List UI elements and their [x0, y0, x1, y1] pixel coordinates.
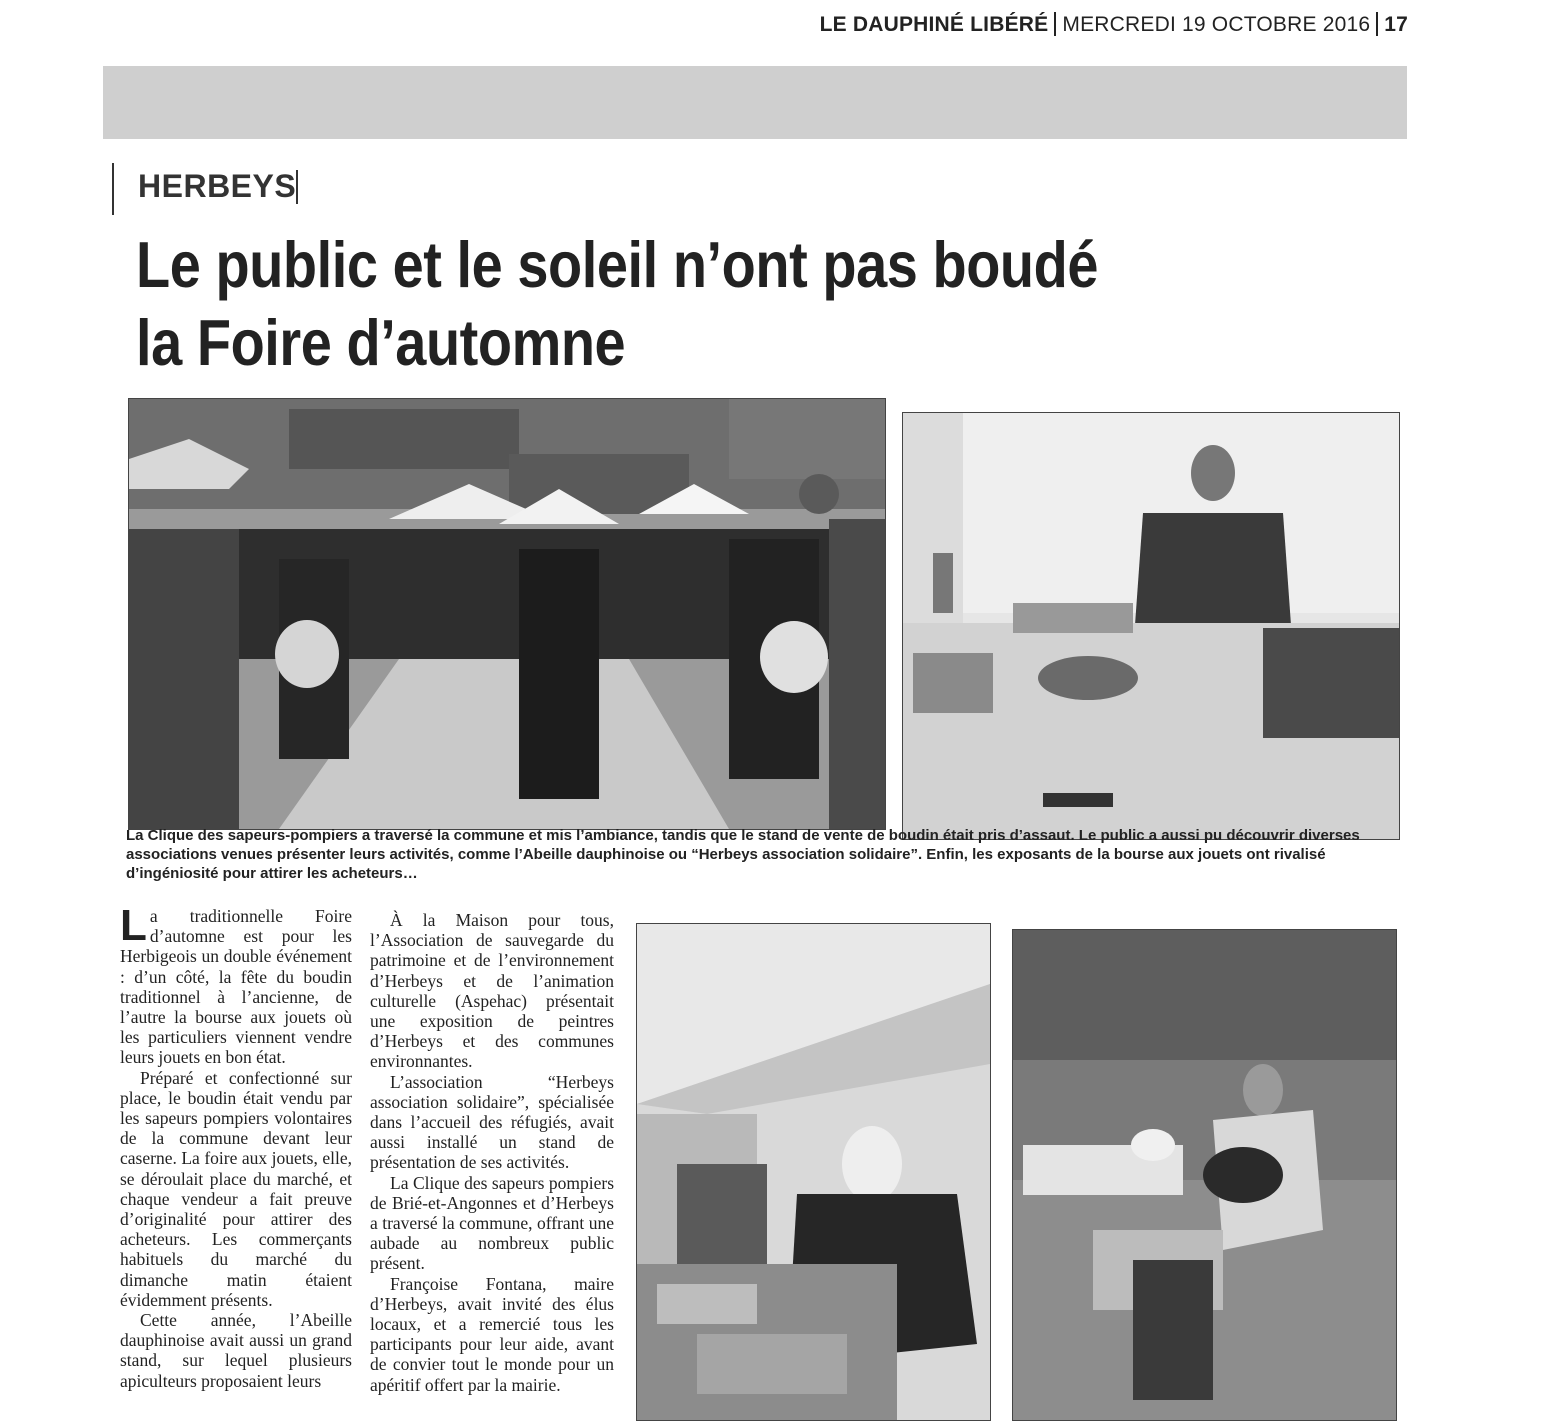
- paragraph: Cette année, l’Abeille dauphinoise avait aussi un grand stand, sur lequel plusieurs apiculteurs proposaient leurs: [120, 1310, 352, 1391]
- paragraph: À la Maison pour tous, l’Association de sauvegarde du patrimoine et de l’environnement d’Herbeys et de l’animation culturelle (Aspehac) présentait une exposition de peintres d’Herbeys et des communes environnantes.: [370, 910, 614, 1072]
- masthead: [820, 12, 1408, 37]
- page-number: 17: [1384, 13, 1408, 36]
- paragraph: Françoise Fontana, maire d’Herbeys, avait invité des élus locaux, et a remercié tous les participants pour leur aide, avant de convier tout le monde pour un apéritif offert par la mairie.: [370, 1273, 614, 1395]
- article-column-1: [120, 906, 352, 1419]
- parade-photo-image: [129, 399, 885, 829]
- article-column-2: [370, 910, 614, 1419]
- issue-date: MERCREDI 19 OCTOBRE 2016: [1062, 13, 1371, 36]
- masthead-separator: [1376, 12, 1378, 36]
- stand-photo-image: [903, 413, 1399, 839]
- newspaper-name: LE DAUPHINÉ LIBÉRÉ: [819, 13, 1049, 36]
- stand-photo: [902, 412, 1400, 840]
- masthead-separator: [1054, 12, 1056, 36]
- guitar-photo-image: [1013, 930, 1396, 1420]
- guitar-photo: [1012, 929, 1397, 1421]
- headline-line-1: Le public et le soleil n’ont pas boudé: [136, 228, 1099, 301]
- paragraph-text: a traditionnelle Foire d’automne est pour les Herbigeois un double événement : d’un côté, la fête du boudin traditionnel à l’ancienne, de l’autre la bourse aux jouets où les particuliers viennent vendre leurs jouets en bon état.: [120, 906, 352, 1068]
- paragraph: L’association “Herbeys association solidaire”, spécialisée dans l’accueil des réfugiés, avait aussi installé un stand de présentation de ses activités.: [370, 1071, 614, 1173]
- paragraph: [120, 906, 352, 1068]
- rubric-label: HERBEYS: [138, 168, 297, 204]
- photo-caption: La Clique des sapeurs-pompiers a traversé la commune et mis l’ambiance, tandis que le stand de vente de boudin était pris d’assaut. Le public a aussi pu découvrir diverses associations venues présenter leurs activités, comme l’Abeille dauphinoise ou “Herbeys association solidaire”. Enfin, les exposants de la bourse aux jouets ont rivalisé d’ingéniosité pour attirer les acheteurs…: [126, 827, 1360, 882]
- header-band: [103, 66, 1407, 139]
- headline-line-2: la Foire d’automne: [136, 306, 626, 379]
- rubric-separator: [296, 170, 298, 204]
- tent-photo: [636, 923, 991, 1421]
- tent-photo-image: [637, 924, 990, 1420]
- parade-photo: [128, 398, 886, 830]
- headline: [136, 226, 1125, 382]
- rubric-rule: [112, 163, 114, 215]
- paragraph: Préparé et confectionné sur place, le boudin était vendu par les sapeurs pompiers volontaires de la commune devant leur caserne. La foire aux jouets, elle, se déroulait place du marché, et chaque vendeur a fait preuve d’originalité pour attirer des acheteurs. Les commerçants habituels du marché du dimanche matin étaient évidemment présents.: [120, 1067, 352, 1310]
- drop-cap: L: [120, 906, 147, 950]
- paragraph: La Clique des sapeurs pompiers de Brié-et-Angonnes et d’Herbeys a traversé la commune, offrant une aubade au nombreux public présent.: [370, 1172, 614, 1274]
